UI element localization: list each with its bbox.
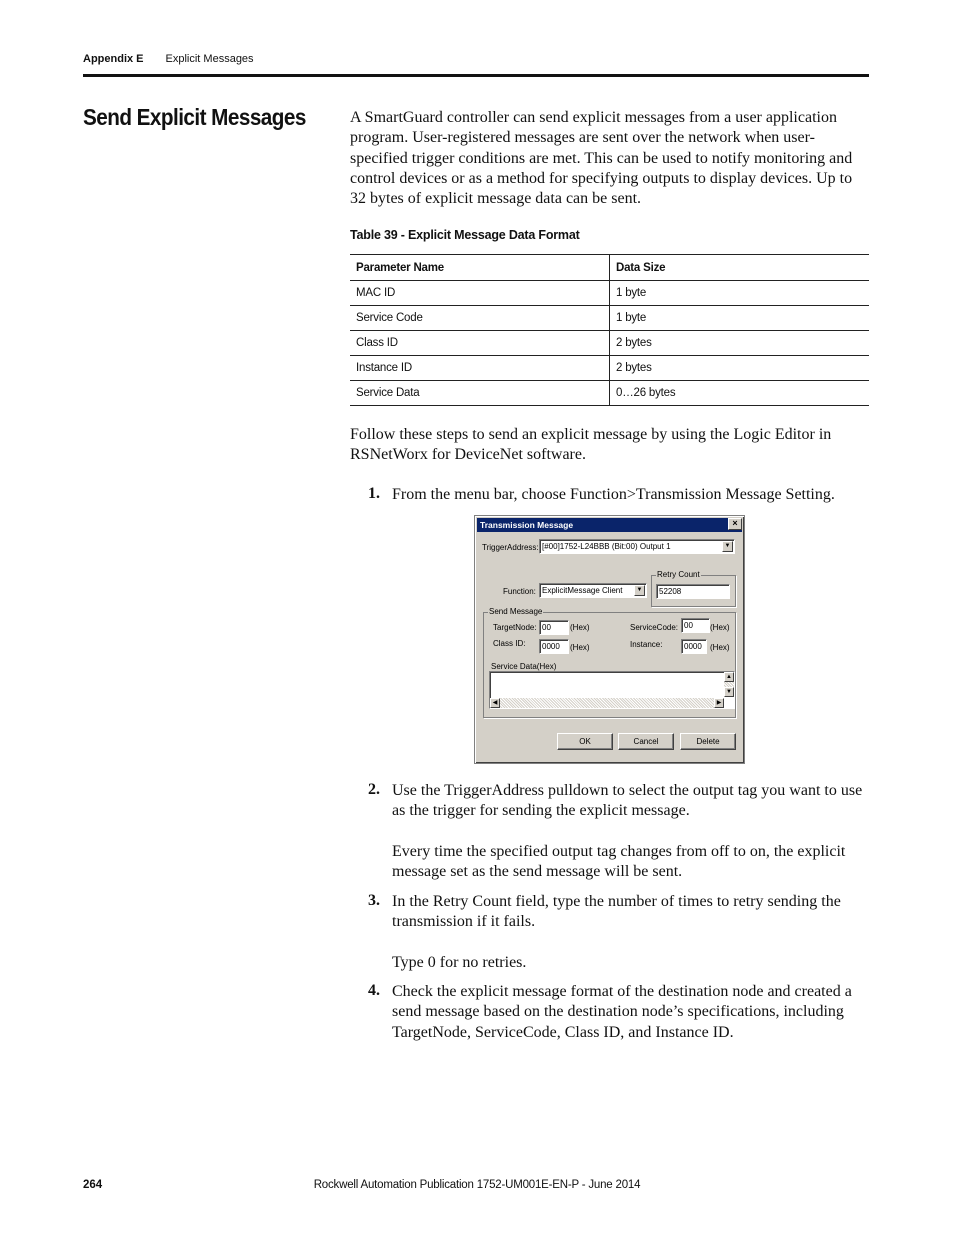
function-label: Function:: [503, 587, 536, 596]
table-caption: Table 39 - Explicit Message Data Format: [350, 228, 580, 242]
retry-count-label: Retry Count: [657, 570, 700, 579]
delete-button[interactable]: Delete: [680, 733, 736, 750]
column-header-size: Data Size: [610, 255, 870, 281]
cell-size: 2 bytes: [610, 331, 870, 356]
scroll-down-icon[interactable]: ▼: [724, 687, 734, 697]
service-data-label: Service Data(Hex): [491, 662, 557, 671]
section-label: Explicit Messages: [165, 53, 254, 65]
step-text: From the menu bar, choose Function>Transmission Message Setting.: [392, 486, 835, 503]
publication-footer: Rockwell Automation Publication 1752-UM001E-EN-P - June 2014: [313, 1179, 641, 1191]
step-text: Check the explicit message format of the destination node and created a send message based on the destination node’s specifications, including TargetNode, ServiceCode, Class ID, and Instance ID.: [392, 983, 852, 1041]
step-note: Type 0 for no retries.: [392, 954, 527, 971]
column-header-parameter: Parameter Name: [350, 255, 610, 281]
intro-paragraph: A SmartGuard controller can send explicit messages from a user application program. User-registered messages are sent over the network when user-specified trigger conditions are met. This can be used to notify monitoring and control devices or as a method for specifying outputs to display devices. Up to 32 bytes of explicit message data can be sent.: [350, 109, 853, 208]
target-node-input[interactable]: 00: [539, 620, 569, 635]
transmission-message-dialog: [474, 515, 745, 764]
page-number: 264: [83, 1179, 103, 1191]
table-row: [350, 356, 869, 381]
table-header-row: [350, 255, 869, 281]
cell-size: 1 byte: [610, 306, 870, 331]
section-title: Send Explicit Messages: [83, 104, 306, 130]
trigger-address-label: TriggerAddress:: [482, 543, 539, 552]
cell-parameter: Service Code: [350, 306, 610, 331]
hex-unit-label: (Hex): [710, 643, 730, 652]
table-row: [350, 331, 869, 356]
service-code-label: ServiceCode:: [630, 623, 679, 632]
chevron-down-icon[interactable]: ▼: [634, 585, 645, 596]
instance-label: Instance:: [630, 640, 663, 649]
chevron-down-icon[interactable]: ▼: [722, 541, 733, 552]
follow-paragraph: Follow these steps to send an explicit message by using the Logic Editor in RSNetWorx for DeviceNet software.: [350, 426, 832, 464]
scroll-right-icon[interactable]: ▶: [714, 698, 724, 708]
scroll-left-icon[interactable]: ◀: [490, 698, 500, 708]
target-node-label: TargetNode:: [493, 623, 537, 632]
step-note: Every time the specified output tag changes from off to on, the explicit message set as the send message will be sent.: [392, 843, 846, 881]
data-format-table: [350, 254, 869, 406]
step-number: 2.: [368, 781, 380, 798]
dialog-title: Transmission Message: [477, 518, 742, 532]
service-data-textarea[interactable]: [489, 671, 735, 709]
horizontal-scrollbar[interactable]: [490, 698, 724, 708]
class-id-label: Class ID:: [493, 639, 526, 648]
step-number: 4.: [368, 982, 380, 999]
cell-parameter: Class ID: [350, 331, 610, 356]
class-id-input[interactable]: 0000: [539, 639, 569, 654]
step-number: 1.: [368, 485, 380, 502]
function-value: ExplicitMessage Client: [542, 586, 623, 595]
hex-unit-label: (Hex): [710, 623, 730, 632]
step-number: 3.: [368, 892, 380, 909]
running-header: [83, 53, 254, 65]
step-text: In the Retry Count field, type the number of times to retry sending the transmission if it fails.: [392, 893, 841, 931]
cell-parameter: Service Data: [350, 381, 610, 406]
cell-size: 2 bytes: [610, 356, 870, 381]
cell-parameter: Instance ID: [350, 356, 610, 381]
function-select[interactable]: [539, 583, 647, 598]
header-rule: [83, 74, 869, 77]
table-row: [350, 381, 869, 406]
cell-size: 1 byte: [610, 281, 870, 306]
table-row: [350, 281, 869, 306]
table-row: [350, 306, 869, 331]
cell-size: 0…26 bytes: [610, 381, 870, 406]
hex-unit-label: (Hex): [570, 623, 590, 632]
step-text: Use the TriggerAddress pulldown to select the output tag you want to use as the trigger for sending the explicit message.: [392, 782, 863, 820]
service-code-input[interactable]: 00: [681, 618, 710, 633]
appendix-label: Appendix E: [83, 53, 144, 65]
instance-input[interactable]: 0000: [681, 639, 707, 654]
scroll-up-icon[interactable]: ▲: [724, 672, 734, 682]
close-icon[interactable]: ×: [728, 518, 742, 530]
cell-parameter: MAC ID: [350, 281, 610, 306]
retry-count-input[interactable]: 52208: [656, 584, 730, 599]
send-message-label: Send Message: [489, 607, 543, 616]
trigger-address-select[interactable]: [539, 539, 735, 554]
cancel-button[interactable]: Cancel: [618, 733, 674, 750]
ok-button[interactable]: OK: [557, 733, 613, 750]
hex-unit-label: (Hex): [570, 643, 590, 652]
trigger-address-value: [#00]1752-L24BBB (Bit:00) Output 1: [542, 542, 671, 551]
